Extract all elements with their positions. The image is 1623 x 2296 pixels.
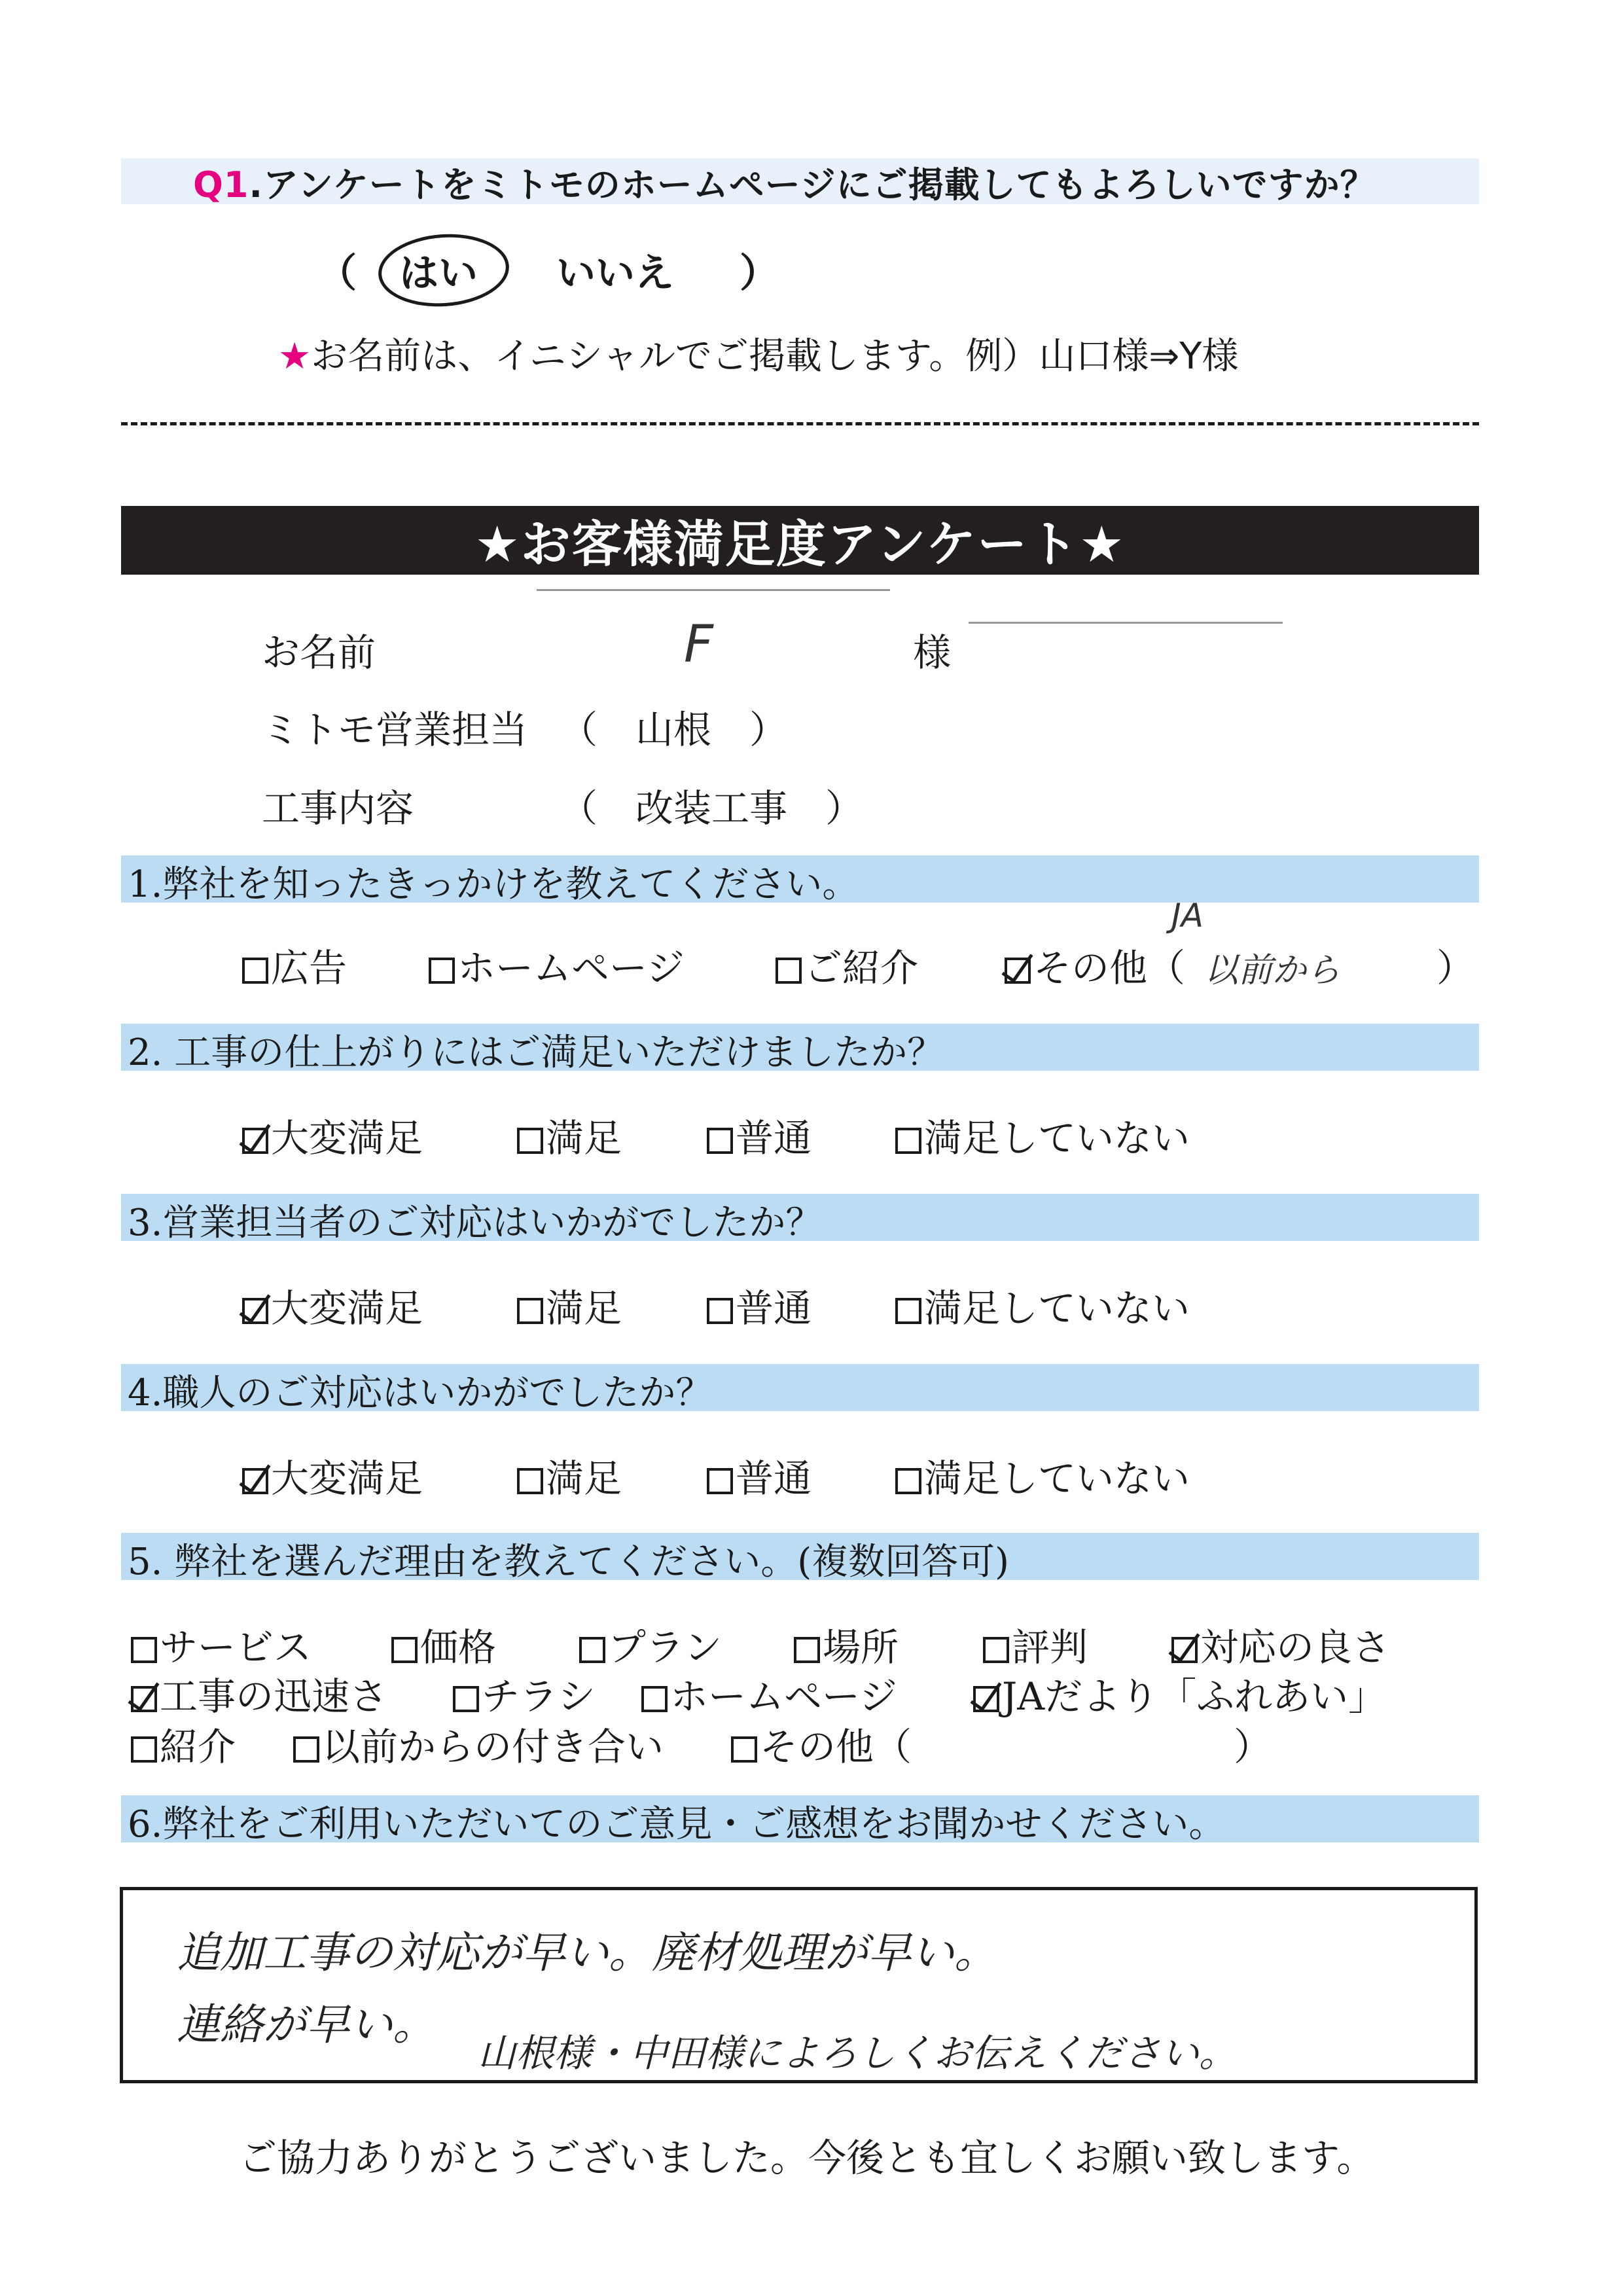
option-ad[interactable]: 広告 xyxy=(242,937,347,992)
section-1-header: 1.弊社を知ったきっかけを教えてください。 xyxy=(128,863,859,906)
checkbox-icon[interactable] xyxy=(707,1128,733,1154)
star-icon: ★ xyxy=(278,335,312,378)
comment-line-3: 山根様・中田様によろしくお伝えください。 xyxy=(478,2031,1238,2075)
work-value[interactable]: （ 改装工事 ） xyxy=(560,786,864,831)
checkbox-icon[interactable] xyxy=(707,1298,733,1324)
q3-option-not-satisfied[interactable]: 満足していない xyxy=(895,1278,1190,1333)
q3-option-satisfied[interactable]: 満足 xyxy=(517,1278,622,1333)
q5-option-ja-newsletter[interactable]: JAだより「ふれあい」 xyxy=(973,1666,1386,1721)
checkbox-icon[interactable] xyxy=(429,958,455,984)
q5-option-referral[interactable]: 紹介 xyxy=(131,1716,236,1771)
checked-checkbox-icon[interactable] xyxy=(131,1686,157,1712)
q2-option-satisfied[interactable]: 満足 xyxy=(517,1107,622,1162)
other-note-top: JA xyxy=(1171,897,1204,935)
checkbox-icon[interactable] xyxy=(641,1686,668,1712)
option-referral[interactable]: ご紹介 xyxy=(776,937,918,992)
q1-question xyxy=(193,157,1376,207)
q3-option-normal[interactable]: 普通 xyxy=(707,1278,812,1333)
sales-value[interactable]: （ 山根 ） xyxy=(560,708,788,752)
option-homepage[interactable]: ホームページ xyxy=(429,937,685,992)
q1-yes[interactable]: はい xyxy=(399,251,478,296)
checkbox-icon[interactable] xyxy=(517,1298,543,1324)
section-4-header: 4.職人のご対応はいかがでしたか？ xyxy=(128,1372,713,1414)
name-field-line xyxy=(537,589,890,591)
comment-line-1: 追加工事の対応が早い。廃材処理が早い。 xyxy=(177,1928,997,1978)
checkbox-icon[interactable] xyxy=(293,1736,319,1763)
checkbox-icon[interactable] xyxy=(895,1468,921,1494)
checkbox-icon[interactable] xyxy=(242,958,268,984)
section-6-header: 6.弊社をご利用いただいてのご意見・ご感想をお聞かせください。 xyxy=(128,1803,1226,1846)
section-2-header: 2. 工事の仕上がりにはご満足いただけましたか？ xyxy=(128,1031,944,1074)
name-field-line-right xyxy=(969,622,1283,624)
q5-other-close-paren: ） xyxy=(1234,1725,1272,1769)
checked-checkbox-icon[interactable] xyxy=(973,1686,999,1712)
checked-checkbox-icon[interactable] xyxy=(242,1468,268,1494)
q5-option-location[interactable]: 場所 xyxy=(794,1617,899,1672)
q5-option-reputation[interactable]: 評判 xyxy=(983,1617,1088,1672)
name-label: お名前 xyxy=(262,630,376,675)
name-suffix: 様 xyxy=(913,630,952,675)
checkbox-icon[interactable] xyxy=(131,1637,157,1663)
checked-checkbox-icon[interactable] xyxy=(1005,958,1031,984)
checkbox-icon[interactable] xyxy=(983,1637,1009,1663)
q4-option-normal[interactable]: 普通 xyxy=(707,1448,812,1503)
section-5-header: 5. 弊社を選んだ理由を教えてください。(複数回答可) xyxy=(128,1541,1009,1583)
checked-checkbox-icon[interactable] xyxy=(1171,1637,1198,1663)
checked-checkbox-icon[interactable] xyxy=(242,1298,268,1324)
dashed-divider xyxy=(121,422,1479,425)
q1-open-paren: （ xyxy=(317,251,357,296)
checkbox-icon[interactable] xyxy=(794,1637,820,1663)
q2-option-normal[interactable]: 普通 xyxy=(707,1107,812,1162)
q1-no[interactable]: いいえ xyxy=(556,251,674,296)
name-value[interactable]: F xyxy=(684,615,713,674)
survey-title: ★お客様満足度アンケート★ xyxy=(121,506,1479,575)
footer-thanks: ご協力ありがとうございました。今後とも宜しくお願い致します。 xyxy=(239,2136,1375,2180)
checkbox-icon[interactable] xyxy=(453,1686,479,1712)
checkbox-icon[interactable] xyxy=(517,1468,543,1494)
q2-option-not-satisfied[interactable]: 満足していない xyxy=(895,1107,1190,1162)
q5-option-homepage[interactable]: ホームページ xyxy=(641,1666,897,1721)
q5-option-good-response[interactable]: 対応の良さ xyxy=(1171,1617,1390,1672)
q1-close-paren: ） xyxy=(740,251,779,296)
initial-note-text: お名前は、イニシャルでご掲載します。例）山口様⇒Y様 xyxy=(311,335,1239,378)
checkbox-icon[interactable] xyxy=(579,1637,605,1663)
q1-label: Q1 xyxy=(193,164,249,206)
checkbox-icon[interactable] xyxy=(895,1128,921,1154)
q5-option-plan[interactable]: プラン xyxy=(579,1617,722,1672)
q4-option-very-satisfied[interactable]: 大変満足 xyxy=(242,1448,423,1503)
checked-checkbox-icon[interactable] xyxy=(242,1128,268,1154)
section-3-header: 3.営業担当者のご対応はいかがでしたか？ xyxy=(128,1202,823,1244)
sales-label: ミトモ営業担当 xyxy=(262,708,528,752)
checkbox-icon[interactable] xyxy=(517,1128,543,1154)
other-close-paren: ） xyxy=(1436,946,1475,990)
q3-option-very-satisfied[interactable]: 大変満足 xyxy=(242,1278,423,1333)
q5-option-other[interactable]: その他（ xyxy=(731,1716,912,1771)
q5-option-relationship[interactable]: 以前からの付き合い xyxy=(293,1716,664,1771)
q4-option-satisfied[interactable]: 満足 xyxy=(517,1448,622,1503)
q4-option-not-satisfied[interactable]: 満足していない xyxy=(895,1448,1190,1503)
checkbox-icon[interactable] xyxy=(895,1298,921,1324)
q5-option-speed[interactable]: 工事の迅速さ xyxy=(131,1666,387,1721)
q1-question-text: .アンケートをミトモのホームページにご掲載してもよろしいですか？ xyxy=(249,164,1376,206)
q5-option-service[interactable]: サービス xyxy=(131,1617,312,1672)
comment-line-2: 連絡が早い。 xyxy=(177,2000,436,2050)
q5-option-price[interactable]: 価格 xyxy=(391,1617,496,1672)
checkbox-icon[interactable] xyxy=(391,1637,418,1663)
work-label: 工事内容 xyxy=(262,786,414,831)
checkbox-icon[interactable] xyxy=(131,1736,157,1763)
checkbox-icon[interactable] xyxy=(731,1736,757,1763)
option-other[interactable]: その他（ xyxy=(1005,937,1185,992)
checkbox-icon[interactable] xyxy=(707,1468,733,1494)
q2-option-very-satisfied[interactable]: 大変満足 xyxy=(242,1107,423,1162)
initial-note xyxy=(278,327,1239,380)
checkbox-icon[interactable] xyxy=(776,958,802,984)
q5-option-flyer[interactable]: チラシ xyxy=(453,1666,596,1721)
other-note[interactable]: 以前から xyxy=(1204,951,1341,990)
